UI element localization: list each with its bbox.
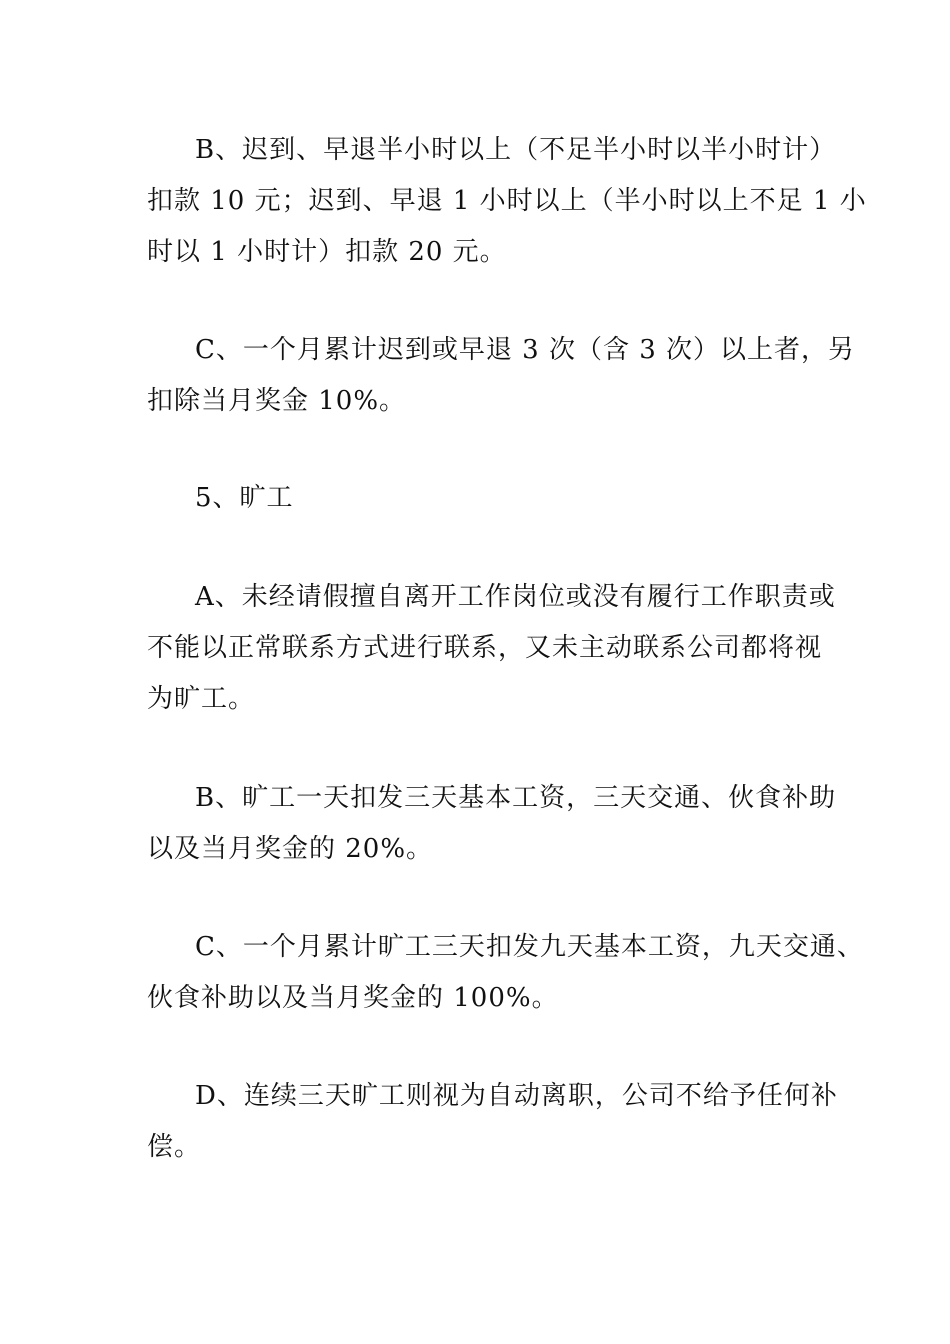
paragraph-line: B、旷工一天扣发三天基本工资，三天交通、伙食补助 [195, 783, 837, 813]
paragraph-line: 扣除当月奖金 10%。 [147, 386, 407, 416]
paragraph-line: D、连续三天旷工则视为自动离职，公司不给予任何补 [195, 1081, 838, 1111]
paragraph-line: 以及当月奖金的 20%。 [147, 834, 434, 864]
paragraph-line: 不能以正常联系方式进行联系，又未主动联系公司都将视 [147, 633, 823, 663]
section-heading-absenteeism [147, 473, 827, 524]
paragraph-absent-d [147, 1071, 838, 1173]
paragraph-line: B、迟到、早退半小时以上（不足半小时以半小时计） [195, 135, 837, 165]
paragraph-late-b [147, 125, 867, 278]
paragraph-line: A、未经请假擅自离开工作岗位或没有履行工作职责或 [195, 582, 836, 612]
paragraph-absent-c [147, 922, 864, 1024]
paragraph-line: 扣款 10 元；迟到、早退 1 小时以上（半小时以上不足 1 小 [147, 186, 867, 216]
paragraph-line: 时以 1 小时计）扣款 20 元。 [147, 237, 507, 267]
paragraph-line: 偿。 [147, 1132, 202, 1162]
paragraph-absent-b [147, 773, 837, 875]
paragraph-line: 伙食补助以及当月奖金的 100%。 [147, 983, 559, 1013]
paragraph-line: 5、旷工 [195, 483, 294, 513]
paragraph-absent-a [147, 572, 836, 725]
paragraph-line: C、一个月累计旷工三天扣发九天基本工资，九天交通、 [195, 932, 864, 962]
paragraph-line: C、一个月累计迟到或早退 3 次（含 3 次）以上者，另 [195, 335, 856, 365]
paragraph-line: 为旷工。 [147, 684, 256, 714]
paragraph-late-c [147, 325, 856, 427]
